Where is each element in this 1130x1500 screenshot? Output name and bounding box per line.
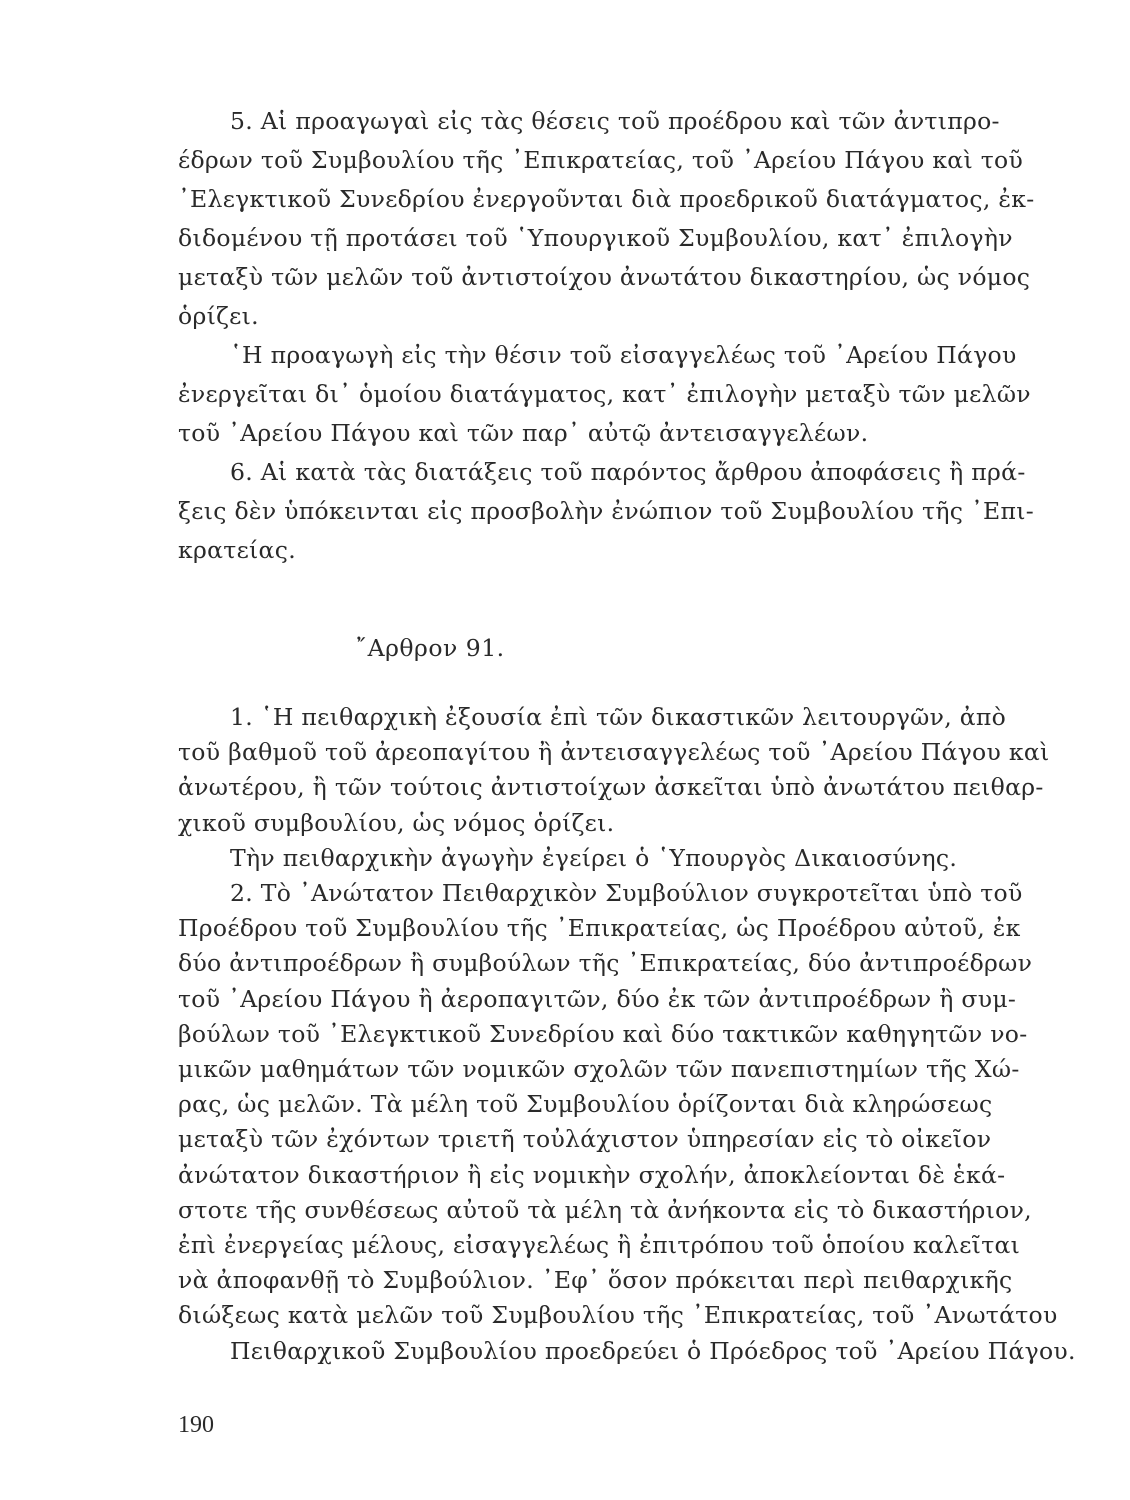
text-line: Πειθαρχικοῦ Συμβουλίου προεδρεύει ὁ Πρόεδρος τοῦ ᾿Αρείου Πάγου. [230,1336,1076,1365]
text-line: ὁρίζει. [178,302,259,330]
text-line: διδομένου τῇ προτάσει τοῦ ῾Υπουργικοῦ Συμβουλίου, κατ᾿ ἐπιλογὴν [178,224,1013,252]
text-line: 5. Αἱ προαγωγαὶ εἰς τὰς θέσεις τοῦ προέδρου καὶ τῶν ἀντιπρο- [230,107,1000,135]
text-line: ᾿Ελεγκτικοῦ Συνεδρίου ἐνεργοῦνται διὰ προεδρικοῦ διατάγματος, ἐκ- [178,185,1035,213]
text-line: μεταξὺ τῶν μελῶν τοῦ ἀντιστοίχου ἀνωτάτου δικαστηρίου, ὡς νόμος [178,263,1031,291]
text-line: 1. ῾Η πειθαρχικὴ ἐξουσία ἐπὶ τῶν δικαστικῶν λειτουργῶν, ἀπὸ [230,703,1007,731]
text-line: ἀνωτέρου, ἢ τῶν τούτοις ἀντιστοίχων ἀσκεῖται ὑπὸ ἀνωτάτου πειθαρ- [178,773,1044,802]
text-line: δύο ἀντιπροέδρων ἢ συμβούλων τῆς ᾿Επικρατείας, δύο ἀντιπροέδρων [178,949,1033,978]
text-line: 2. Τὸ ᾿Ανώτατον Πειθαρχικὸν Συμβούλιον συγκροτεῖται ὑπὸ τοῦ [230,879,1023,907]
text-line: Τὴν πειθαρχικὴν ἀγωγὴν ἐγείρει ὁ ῾Υπουργὸς Δικαιοσύνης. [230,843,958,872]
text-line: βούλων τοῦ ᾿Ελεγκτικοῦ Συνεδρίου καὶ δύο τακτικῶν καθηγητῶν νο- [178,1019,1028,1048]
text-line: έδρων τοῦ Συμβουλίου τῆς ᾿Επικρατείας, τοῦ ᾿Αρείου Πάγου καὶ τοῦ [178,146,1024,174]
page-number: 190 [178,1412,214,1438]
text-line: ἐνεργεῖται δι᾿ ὁμοίου διατάγματος, κατ᾿ ἐπιλογὴν μεταξὺ τῶν μελῶν [178,380,1031,408]
text-line: ρας, ὡς μελῶν. Τὰ μέλη τοῦ Συμβουλίου ὁρίζονται διὰ κληρώσεως [178,1090,993,1119]
text-line: τοῦ ᾿Αρείου Πάγου ἢ ἀεροπαγιτῶν, δύο ἐκ τῶν ἀντιπροέδρων ἢ συμ- [178,984,1017,1013]
text-line: ἐπὶ ἐνεργείας μέλους, εἰσαγγελέως ἢ ἐπιτρόπου τοῦ ὁποίου καλεῖται [178,1231,1021,1259]
text-line: τοῦ βαθμοῦ τοῦ ἀρεοπαγίτου ἢ ἀντεισαγγελέως τοῦ ᾿Αρείου Πάγου καὶ [178,738,1050,767]
article-heading: ῎Αρθρον 91. [355,634,505,662]
text-line: μεταξὺ τῶν ἐχόντων τριετῆ τοὐλάχιστον ὑπηρεσίαν εἰς τὸ οἰκεῖον [178,1125,992,1154]
text-line: Προέδρου τοῦ Συμβουλίου τῆς ᾿Επικρατείας, ὡς Προέδρου αὐτοῦ, ἐκ [178,914,1021,943]
text-line: διώξεως κατὰ μελῶν τοῦ Συμβουλίου τῆς ᾿Επικρατείας, τοῦ ᾿Ανωτάτου [178,1301,1058,1330]
text-line: ἀνώτατον δικαστήριον ἢ εἰς νομικὴν σχολήν, ἀποκλείονται δὲ ἑκά- [178,1160,1006,1189]
text-line: μικῶν μαθημάτων τῶν νομικῶν σχολῶν τῶν πανεπιστημίων τῆς Χώ- [178,1055,1020,1083]
text-line: ξεις δὲν ὑπόκεινται εἰς προσβολὴν ἐνώπιον τοῦ Συμβουλίου τῆς ᾿Επι- [178,497,1034,525]
text-line: κρατείας. [178,536,296,564]
text-line: 6. Αἱ κατὰ τὰς διατάξεις τοῦ παρόντος ἄρθρου ἀποφάσεις ἢ πρά- [230,458,1026,486]
text-line: τοῦ ᾿Αρείου Πάγου καὶ τῶν παρ᾿ αὐτῷ ἀντεισαγγελέων. [178,419,869,447]
text-line: χικοῦ συμβουλίου, ὡς νόμος ὁρίζει. [178,808,615,837]
text-line: ῾Η προαγωγὴ εἰς τὴν θέσιν τοῦ εἰσαγγελέως τοῦ ᾿Αρείου Πάγου [230,341,1017,369]
text-line: νὰ ἀποφανθῇ τὸ Συμβούλιον. ᾿Εφ᾿ ὅσον πρόκειται περὶ πειθαρχικῆς [178,1266,1013,1295]
text-line: στοτε τῆς συνθέσεως αὐτοῦ τὰ μέλη τὰ ἀνήκοντα εἰς τὸ δικαστήριον, [178,1195,1032,1224]
